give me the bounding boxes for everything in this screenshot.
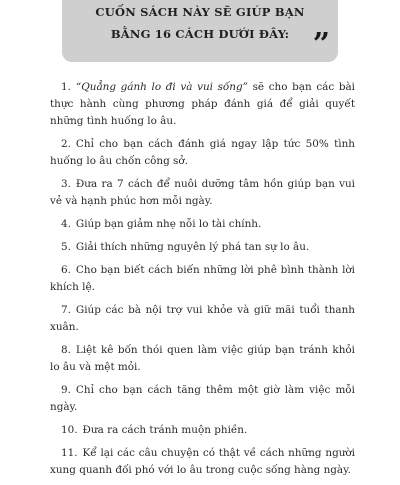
list-item	[50, 302, 355, 336]
item-number: 2.	[61, 138, 71, 150]
item-text: Giúp các bà nội trợ vui khỏe và giữ mãi tuổi thanh xuân.	[50, 304, 355, 333]
list-item	[50, 382, 355, 416]
item-text: Giải thích những nguyên lý phá tan sự lo âu.	[75, 241, 310, 253]
list-item	[50, 342, 355, 376]
heading-line-1: CUỐN SÁCH NÀY SẼ GIÚP BẠN	[95, 5, 305, 19]
item-number: 5.	[61, 241, 71, 253]
item-text: Kể lại các câu chuyện có thật về cách những người xung quanh đối phó với lo âu trong cuộc sống hàng ngày.	[50, 447, 355, 476]
item-number: 10.	[61, 424, 78, 436]
item-number: 8.	[61, 344, 71, 356]
list-item	[50, 79, 355, 130]
item-text: Đưa ra cách tránh muộn phiền.	[82, 424, 248, 436]
item-number: 6.	[61, 264, 71, 276]
book-title: “Quẳng gánh lo đi và vui sống”	[75, 81, 248, 93]
item-number: 4.	[61, 218, 71, 230]
item-number: 11.	[61, 447, 78, 459]
list-item	[50, 176, 355, 210]
item-text: Giúp bạn giảm nhẹ nỗi lo tài chính.	[75, 218, 262, 230]
item-number: 1.	[61, 81, 71, 93]
item-text: Đưa ra 7 cách để nuôi dưỡng tâm hồn giúp bạn vui vẻ và hạnh phúc hơn mỗi ngày.	[50, 178, 355, 207]
item-number: 9.	[61, 384, 71, 396]
heading-banner	[62, 0, 338, 62]
item-text: Liệt kê bốn thói quen làm việc giúp bạn tránh khỏi lo âu và mệt mỏi.	[50, 344, 355, 373]
list-item	[50, 239, 355, 256]
item-text: Cho bạn biết cách biến những lời phê bình thành lời khích lệ.	[50, 264, 355, 293]
item-text: Chỉ cho bạn cách đánh giá ngay lập tức 50% tình huống lo âu chốn công sở.	[50, 138, 355, 167]
list-item	[50, 136, 355, 170]
item-text: Chỉ cho bạn cách tăng thêm một giờ làm việc mỗi ngày.	[50, 384, 355, 413]
list-item	[50, 262, 355, 296]
list-item	[50, 216, 355, 233]
benefits-list	[50, 79, 355, 485]
list-item	[50, 422, 355, 439]
heading-line-2: BẰNG 16 CÁCH DƯỚI ĐÂY:	[110, 27, 290, 41]
quote-icon: ”	[312, 27, 330, 62]
item-text: sẽ cho bạn các bài thực hành cùng phương pháp đánh giá để giải quyết những tình huống lo âu.	[50, 81, 355, 127]
item-number: 3.	[61, 178, 71, 190]
item-number: 7.	[61, 304, 71, 316]
list-item	[50, 445, 355, 479]
